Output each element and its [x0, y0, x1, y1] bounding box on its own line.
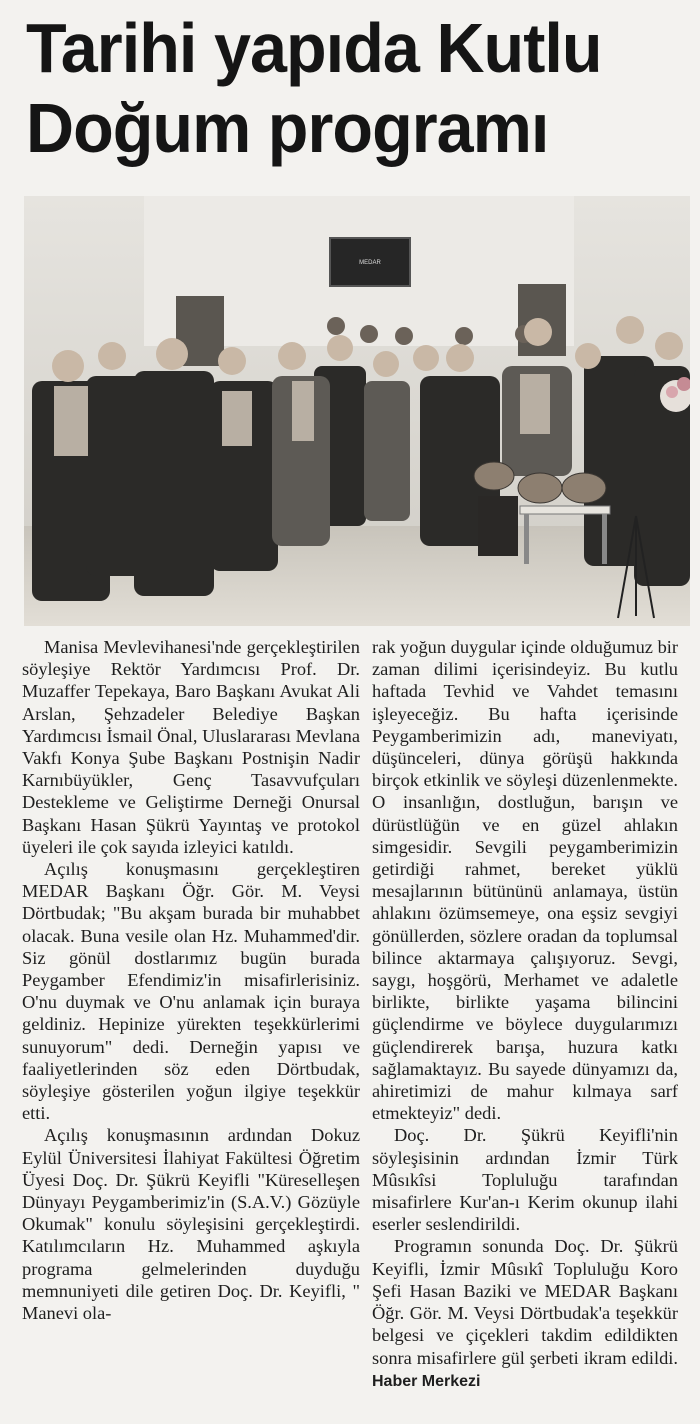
paragraph: Manisa Mevlevihanesi'nde gerçekleştirilen söyleşiye Rektör Yardımcısı Prof. Dr. Muzaffer Tepekaya, Baro Başkanı Avukat Ali Arslan, Şehzadeler Belediye Başkan Yardımcısı İsmail Önal, Uluslararası Mevlana Vakfı Konya Şube Başkanı Postnişin Nadir Karnıbüyükler, Genç Tasavvufçuları Destekleme ve Geliştirme Derneği Onursal Başkanı Hasan Şükrü Yayıntaş ve protokol üyeleri ile çok sayıda izleyici katıldı. — [22, 637, 360, 857]
paragraph-final — [372, 1235, 678, 1392]
paragraph-text: Programın sonunda Doç. Dr. Şükrü Keyifli, İzmir Mûsıkî Topluluğu Koro Şefi Hasan Baziki ve MEDAR Başkanı Öğr. Gör. M. Veysi Dörtbudak'a teşekkür belgesi ve çiçekleri takdim edildikten sonra misafirlere gül şerbeti ikram edildi. — [372, 1236, 678, 1368]
paragraph: Açılış konuşmasını gerçekleştiren MEDAR Başkanı Öğr. Gör. M. Veysi Dörtbudak; "Bu akşam burada bir muhabbet olacak. Buna vesile olan Hz. Muhammed'dir. Siz gönül dostlarımız bugün burada Peygamber Efendimiz'in misafirlerisiniz. O'nu duymak ve O'nu anlamak için buraya geldiniz. Hepinize yürekten teşekkürlerimi sunuyorum" dedi. Derneğin yapısı ve faaliyetlerinden söz eden Dörtbudak, söyleşiye gösterilen yoğun ilgiye teşekkür etti. — [22, 859, 360, 1124]
article-column-left — [22, 636, 360, 1324]
article-headline — [26, 8, 661, 168]
paragraph: Açılış konuşmasının ardından Dokuz Eylül Üniversitesi İlahiyat Fakültesi Öğretim Üyesi Doç. Dr. Şükrü Keyifli "Küreselleşen Dünyayı Peygamberimiz'in (S.A.V.) Gözüyle Okumak" konulu söyleşisini gerçekleştirdi. Katılımcıların Hz. Muhammed aşkıyla programa gelmelerinden duyduğu memnuniyeti dile getiren Doç. Dr. Keyifli, " Manevi ola- — [22, 1125, 360, 1324]
headline-line-1: Tarihi yapıda Kutlu — [26, 9, 602, 87]
article-column-right — [372, 636, 678, 1393]
group-photo — [24, 196, 690, 626]
paragraph: rak yoğun duygular içinde olduğumuz bir zaman dilimi içerisindeyiz. Bu kutlu haftada Tevhid ve Vahdet temasını işleyeceğiz. Bu hafta içerisinde Peygamberimizin adı, maneviyatı, düşünceleri, dünya görüşü hakkında birçok etkinlik ve söyleşi düzenlenmekte. O insanlığın, dostluğun, barışın ve dürüstlüğün ve en güzel ahlakın simgesidir. Sevgili peygamberimizin getirdiği rahmet, bereket yüklü mesajlarının bütününü anlamaya, üstün ahlakını özümsemeye, ona eşsiz sevgiyi gönüllerden, sözlere oradan da toplumsal bilince aktarmaya çalışıyoruz. Sevgi, saygı, hoşgörü, Merhamet ve adaletle birlikte, birlikte yaşama bilincini güçlendirme ve böylece duygularımızı güçlendirerek barışa, huzura katkı sağlamaktayız. Bu sayede dünyamızı da, ahiretimizi de mahur kılmaya sarf etmekteyiz" dedi. — [372, 637, 678, 1124]
headline-line-2: Doğum programı — [26, 89, 549, 167]
tv-text: MEDAR — [359, 260, 381, 266]
paragraph: Doç. Dr. Şükrü Keyifli'nin söyleşisinin ardından İzmir Türk Mûsıkîsi Topluluğu tarafından misafirlere Kur'an-ı Kerim okunup ilahi eserler seslendirildi. — [372, 1125, 678, 1235]
byline: Haber Merkezi — [372, 1372, 481, 1390]
